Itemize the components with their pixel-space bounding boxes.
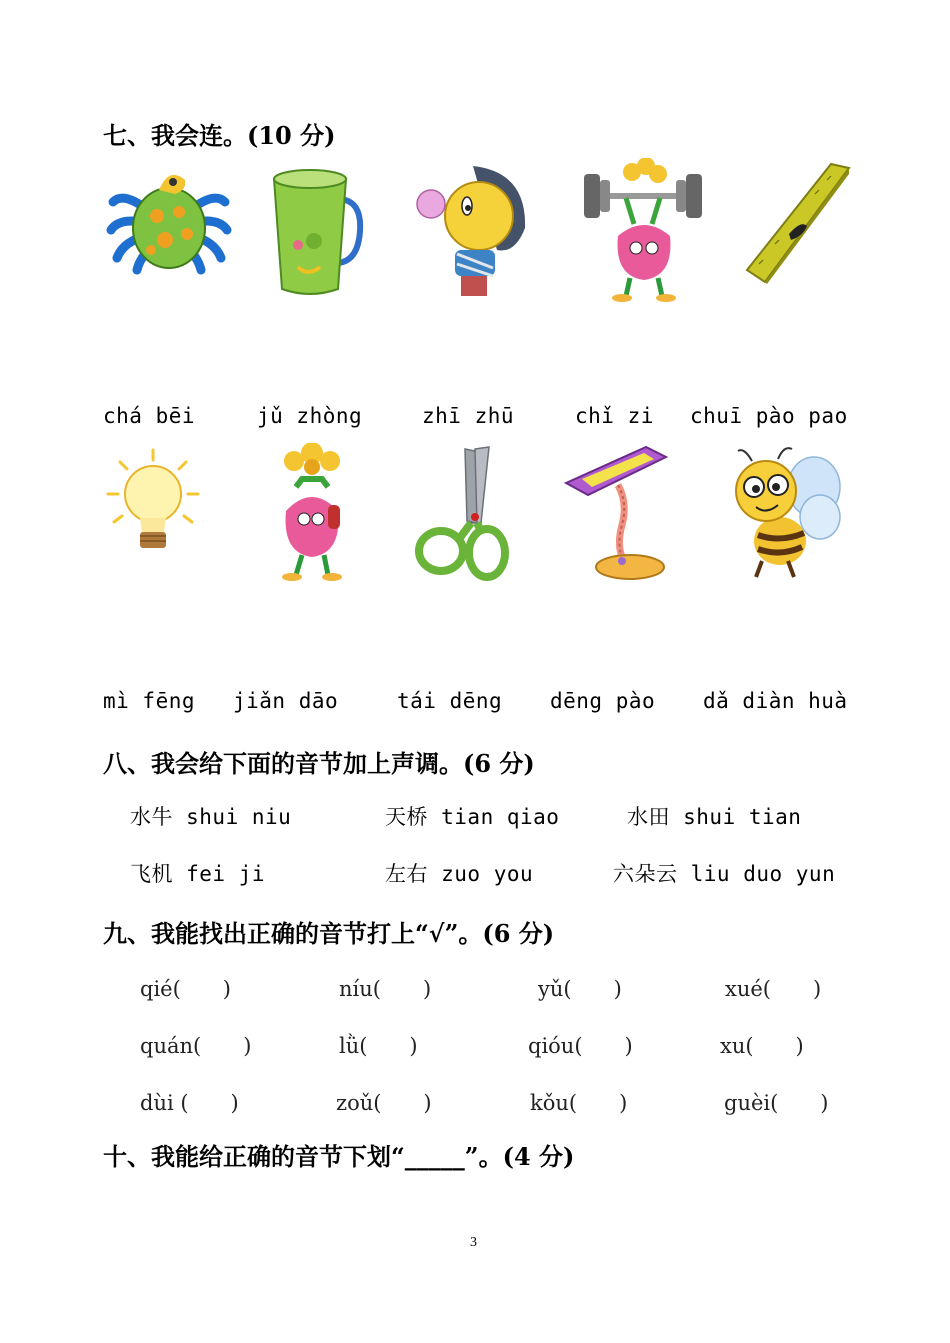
- choice-item: dùi ( ): [140, 1091, 239, 1115]
- blowing-bubble-gum-icon: [415, 158, 533, 304]
- row2-label-4: dēng pào: [550, 689, 656, 713]
- choice-item: yǔ( ): [538, 977, 622, 1001]
- phone-call-flower-icon: [268, 443, 356, 585]
- row2-label-1: mì fēng: [103, 689, 196, 713]
- choice-item: níu( ): [339, 977, 432, 1001]
- tone-item: 天桥 tian qiao: [385, 805, 560, 829]
- bee-icon: [722, 443, 846, 583]
- tone-item: 水牛 shui niu: [130, 805, 292, 829]
- choice-item: lǜ( ): [339, 1034, 418, 1058]
- row2-label-2: jiǎn dāo: [233, 689, 339, 713]
- desk-lamp-icon: [562, 443, 672, 583]
- tone-item: 六朵云 liu duo yun: [613, 862, 836, 886]
- tone-item: 飞机 fei ji: [130, 862, 266, 886]
- row2-label-5: dǎ diàn huà: [703, 689, 848, 713]
- page-number: 3: [470, 1235, 477, 1250]
- tone-item: 左右 zuo you: [385, 862, 534, 886]
- choice-item: qióu( ): [528, 1034, 633, 1058]
- row1-label-1: chá bēi: [103, 404, 196, 428]
- choice-item: qié( ): [140, 977, 231, 1001]
- row1-label-4: chǐ zi: [575, 404, 654, 428]
- ruler-icon: [745, 160, 851, 284]
- tone-item: 水田 shui tian: [627, 805, 802, 829]
- choice-item: xué( ): [725, 977, 822, 1001]
- scissors-icon: [415, 445, 511, 583]
- row1-label-3: zhī zhū: [422, 404, 515, 428]
- light-bulb-icon: [106, 448, 200, 556]
- choice-item: kǒu( ): [530, 1091, 628, 1115]
- choice-item: quán( ): [140, 1034, 252, 1058]
- section-10-title: 十、我能给正确的音节下划“_____”。(4 分): [103, 1142, 575, 1171]
- row1-label-2: jǔ zhòng: [257, 404, 363, 428]
- cup-icon: [268, 165, 364, 299]
- choice-item: xu( ): [720, 1034, 804, 1058]
- section-9-title: 九、我能找出正确的音节打上“√”。(6 分): [103, 919, 555, 948]
- choice-item: guèi( ): [724, 1091, 829, 1115]
- weightlifter-icon: [578, 158, 708, 304]
- row2-label-3: tái dēng: [397, 689, 503, 713]
- spider-icon: [105, 160, 233, 275]
- section-7-title: 七、我会连。(10 分): [103, 121, 336, 150]
- row1-label-5: chuī pào pao: [690, 404, 848, 428]
- choice-item: zoǔ( ): [336, 1091, 432, 1115]
- section-8-title: 八、我会给下面的音节加上声调。(6 分): [103, 749, 535, 778]
